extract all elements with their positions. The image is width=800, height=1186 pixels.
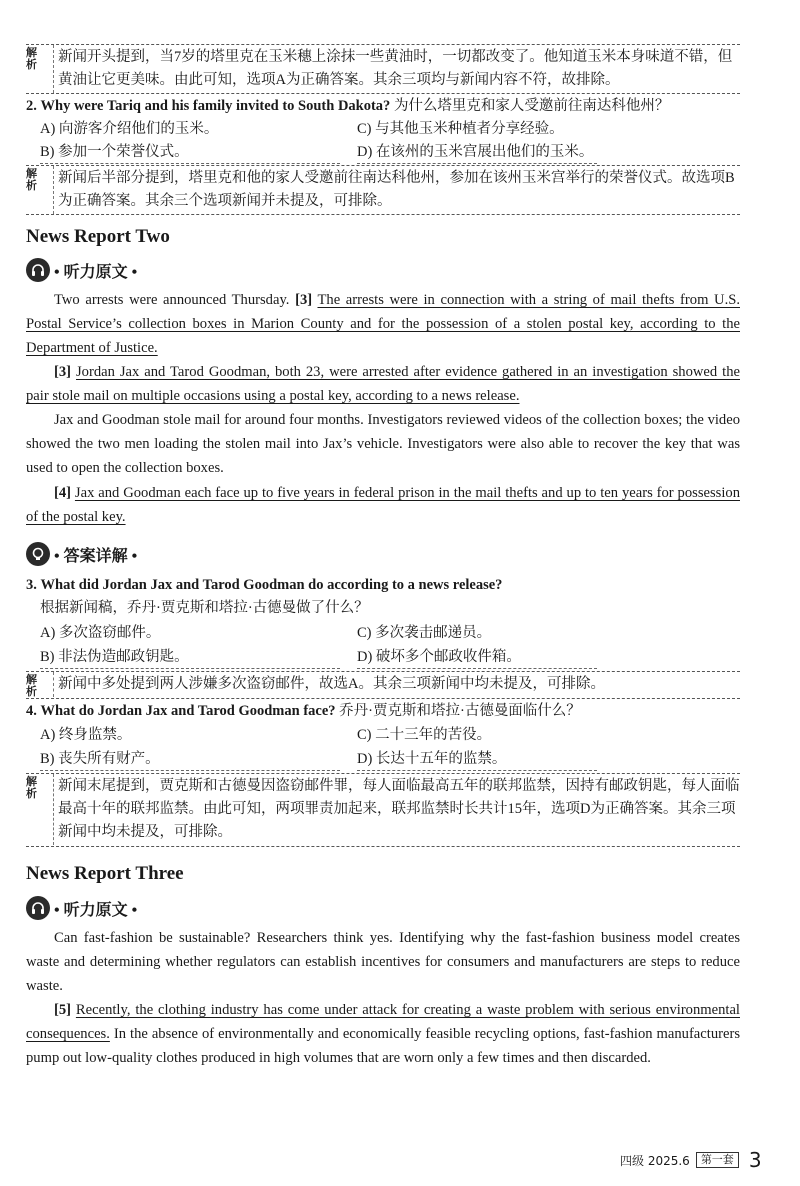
explanation-4 bbox=[26, 773, 740, 847]
question-en: What did Jordan Jax and Tarod Goodman do according to a news release? bbox=[40, 577, 503, 593]
explanation-4-text: 新闻末尾提到，贾克斯和古德曼因盗窃邮件罪，每人面临最高五年的联邦监禁，因持有邮政钥匙，每人面临最高十年的联邦监禁。由此可知，两项罪责加起来，联邦监禁时长共计15年，选项D为正确答案。其余三项新闻中均未提及，可排除。 bbox=[53, 774, 740, 845]
explanation-3-text: 新闻中多处提到两人涉嫌多次盗窃邮件，故选A。其余三项新闻中均未提及，可排除。 bbox=[53, 672, 740, 697]
question-number: 4. bbox=[26, 703, 37, 719]
question-marker: [4] bbox=[54, 485, 72, 501]
option-b: B) 非法伪造邮政钥匙。 bbox=[40, 646, 340, 669]
jiexi-tag: 解析 bbox=[26, 167, 37, 192]
question-zh: 乔丹·贾克斯和塔拉·古德曼面临什么？ bbox=[339, 703, 581, 719]
option-a: A) 向游客介绍他们的玉米。 bbox=[40, 121, 219, 137]
underlined-sentence: Jax and Goodman each face up to five years in federal prison in the mail thefts and up to ten years for possession of the postal key. bbox=[26, 485, 740, 525]
sentence: In the absence of environmentally and economically feasible recycling options, fast-fashion manufacturers pump out low-quality clothes produced in high volumes that are worn only a few times and then discarded. bbox=[26, 1026, 740, 1066]
option-c: C) 多次袭击邮递员。 bbox=[357, 625, 492, 641]
lightbulb-icon bbox=[26, 542, 50, 566]
option-d: D) 破坏多个邮政收件箱。 bbox=[357, 646, 597, 669]
section-label: • 听力原文 • bbox=[54, 263, 138, 281]
question-zh: 为什么塔里克和家人受邀前往南达科他州？ bbox=[393, 98, 670, 114]
explanation-3 bbox=[26, 671, 740, 699]
issue-label: 四级 2025.6 bbox=[620, 1153, 690, 1168]
question-3-zh: 根据新闻稿，乔丹·贾克斯和塔拉·古德曼做了什么？ bbox=[40, 600, 369, 616]
question-marker: [3] bbox=[54, 364, 72, 380]
report-three-paragraph-2 bbox=[26, 998, 740, 1070]
question-2 bbox=[26, 95, 669, 117]
option-a: A) 多次盗窃邮件。 bbox=[40, 625, 161, 641]
option-c: C) 二十三年的苦役。 bbox=[357, 727, 492, 743]
option-b: B) 丧失所有财产。 bbox=[40, 748, 340, 771]
option-d: D) 长达十五年的监禁。 bbox=[357, 748, 597, 771]
report-three-title: News Report Three bbox=[26, 863, 184, 884]
sentence: Two arrests were announced Thursday. bbox=[54, 292, 290, 308]
underlined-sentence: Jordan Jax and Tarod Goodman, both 23, were arrested after evidence gathered in an investigation showed the pair stole mail on multiple occasions using a postal key, according to a news release. bbox=[26, 364, 740, 404]
report-two-paragraph-1 bbox=[26, 288, 740, 360]
report-two-paragraph-2 bbox=[26, 360, 740, 408]
option-c: C) 与其他玉米种植者分享经验。 bbox=[357, 121, 564, 137]
report-two-paragraph-4 bbox=[26, 481, 740, 529]
question-marker: [3] bbox=[295, 292, 313, 308]
section-label: • 听力原文 • bbox=[54, 901, 138, 919]
report-two-paragraph-3 bbox=[26, 408, 740, 480]
explanation-2 bbox=[26, 165, 740, 215]
answer-explanation-header bbox=[26, 541, 137, 567]
question-number: 2. bbox=[26, 98, 37, 114]
explanation-1 bbox=[26, 44, 740, 94]
headphones-icon bbox=[26, 258, 50, 282]
section-label: • 答案详解 • bbox=[54, 547, 138, 565]
underlined-sentence: The arrests were in connection with a string of mail thefts from U.S. Postal Service’s collection boxes in Marion County and for the possession of a stolen postal key, according to the Department of Justice. bbox=[26, 292, 740, 356]
headphones-icon bbox=[26, 896, 50, 920]
sentence: Jax and Goodman stole mail for around four months. Investigators reviewed videos of the collection boxes; the video showed the two men loading the stolen mail into Jax’s vehicle. Investigators were also able to recover the key that was used to open the collection boxes. bbox=[26, 412, 740, 476]
jiexi-tag: 解析 bbox=[26, 775, 37, 800]
question-3 bbox=[26, 574, 502, 596]
option-a: A) 终身监禁。 bbox=[40, 727, 132, 743]
set-label: 第一套 bbox=[696, 1152, 739, 1168]
listening-transcript-header bbox=[26, 257, 137, 283]
page-footer bbox=[620, 1148, 762, 1172]
question-en: Why were Tariq and his family invited to South Dakota? bbox=[40, 98, 391, 114]
underlined-sentence: Recently, the clothing industry has come under attack for creating a waste problem with serious environmental consequences. bbox=[26, 1002, 740, 1042]
sentence: Can fast-fashion be sustainable? Researchers think yes. Identifying why the fast-fashion business model creates waste and determining whether regulators can establish incentives for consumers and manufacturers are steps to reduce waste. bbox=[26, 930, 740, 994]
question-marker: [5] bbox=[54, 1002, 72, 1018]
explanation-2-text: 新闻后半部分提到，塔里克和他的家人受邀前往南达科他州，参加在该州玉米宫举行的荣誉仪式。故选项B为正确答案。其余三个选项新闻并未提及，可排除。 bbox=[53, 166, 740, 214]
question-4 bbox=[26, 700, 581, 722]
question-number: 3. bbox=[26, 577, 37, 593]
explanation-1-text: 新闻开头提到，当7岁的塔里克在玉米穗上涂抹一些黄油时，一切都改变了。他知道玉米本身味道不错，但黄油让它更美味。由此可知，选项A为正确答案。其余三项均与新闻内容不符，故排除。 bbox=[53, 45, 740, 93]
listening-transcript-header bbox=[26, 895, 137, 921]
report-two-title: News Report Two bbox=[26, 226, 170, 247]
jiexi-tag: 解析 bbox=[26, 46, 37, 71]
option-b: B) 参加一个荣誉仪式。 bbox=[40, 141, 340, 164]
jiexi-tag: 解析 bbox=[26, 673, 37, 698]
option-d: D) 在该州的玉米宫展出他们的玉米。 bbox=[357, 141, 597, 164]
page-number: 3 bbox=[748, 1148, 762, 1172]
question-en: What do Jordan Jax and Tarod Goodman face? bbox=[40, 703, 336, 719]
report-three-paragraph-1 bbox=[26, 926, 740, 998]
